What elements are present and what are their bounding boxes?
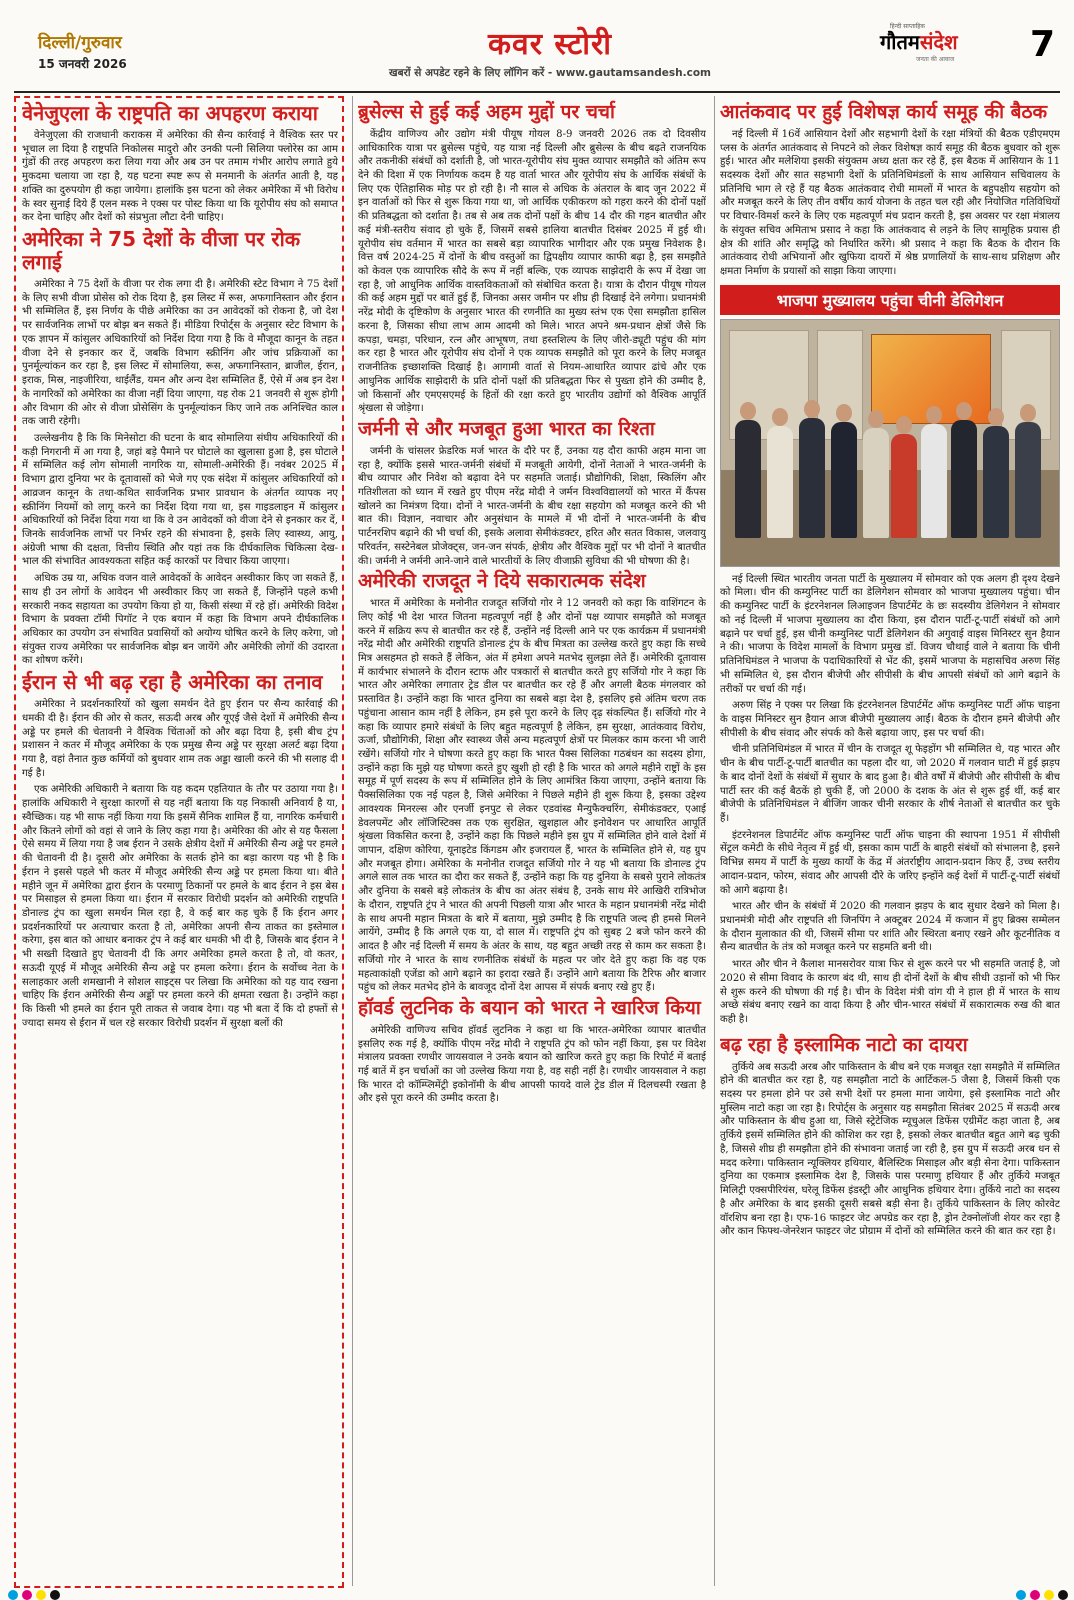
page-header: [0, 0, 1074, 92]
issue-date: 15 जनवरी 2026: [38, 57, 127, 71]
headline-brussels: ब्रुसेल्स से हुई कई अहम मुद्दों पर चर्चा: [358, 101, 615, 123]
logo-part1: गौतम: [880, 30, 920, 54]
photo-caption-title: भाजपा मुख्यालय पहुंचा चीनी डेलिगेशन: [720, 285, 1060, 315]
newspaper-logo: [880, 23, 1020, 63]
headline-venezuela: वेनेजुएला के राष्ट्रपति का अपहरण कराया: [22, 101, 318, 125]
headline-islamic-nato: बढ़ रहा है इस्लामिक नाटो का दायरा: [720, 1033, 968, 1056]
header-rule: [14, 91, 1060, 93]
article-paragraph: तुर्किये अब सऊदी अरब और पाकिस्तान के बीच बने एक मजबूत रक्षा समझौते में सम्मिलित होने की बातचीत कर रहा है, यह समझौता नाटो के आर्टिकल-5 जैसा है, जिसमें किसी एक सदस्य पर हमला होने पर उसे सभी देशों पर हमला माना जायेगा, इसे इस्लामिक नाटो और मुस्लिम नाटो कहा जा रहा है। रिपोर्ट्स के अनुसार यह समझौता सितंबर 2025 में सऊदी अरब और पाकिस्तान के बीच हुआ था, जिसे स्ट्रेटेजिक म्यूचुअल डिफेंस एग्रीमेंट कहा जाता है, अब तुर्किये इसमें सम्मिलित होने की कोशिश कर रहा है, इसको लेकर बातचीत बहुत आगे बढ़ चुकी है, जिससे शीघ्र ही समझौता होने की संभावना जताई जा रही है, इस ग्रुप में सऊदी अरब धन से मदद करेगा। पाकिस्तान न्यूक्लियर हथियार, बैलिस्टिक मिसाइल और बड़ी सेना देगा। पाकिस्तान दुनिया का एकमात्र इस्लामिक देश है, जिसके पास परमाणु हथियार हैं और तुर्किये मजबूत मिलिट्री एक्सपीरियंस, घरेलू डिफेंस इंडस्ट्री और आधुनिक हथियार देगा। तुर्किये नाटो का सदस्य है और अमेरिका के बाद इसकी दूसरी सबसे बड़ी सेना है। तुर्किये पाकिस्तान के लिए कोरवेट वॉरशिप बना रहा है। एफ-16 फाइटर जेट अपग्रेड कर रहा है, ड्रोन टेक्नोलॉजी शेयर कर रहा है और कान फिफ्थ-जेनरेशन फाइटर जेट प्रोग्राम में दोनों को सम्मिलित करने की बात कर रहा है।: [720, 1061, 1060, 1238]
website-tagline: खबरों से अपडेट रहने के लिए लॉगिन करें - www.gautamsandesh.com: [389, 67, 711, 79]
article-paragraph: अरुण सिंह ने एक्स पर लिखा कि इंटरनेशनल डिपार्टमेंट ऑफ कम्युनिस्ट पार्टी ऑफ चाइना के वाइस मिनिस्टर सुन हैयान आज बीजेपी मुख्यालय आईं। बैठक के दौरान हमने बीजेपी और सीपीसी के बीच संवाद और संपर्क को कैसे बढ़ाया जाए, इस पर चर्चा की।: [720, 700, 1060, 739]
delegation-photo: [720, 319, 1060, 567]
article-paragraph: वेनेजुएला की राजधानी कराकस में अमेरिका की सैन्य कार्रवाई ने वैश्विक स्तर पर भूचाल ला दिया है राष्ट्रपति निकोलस मादुरो और उनकी पत्नी सिलिया फ्लोरेस का आम गुंडों की तरह अपहरण करा लिया गया और अब उन पर तमाम गंभीर आरोप लगाते हुये मुकदमा चलाया जा रहा है, यह घटना स्पष्ट रूप से मनमानी के अंतर्गत आती है, यह शक्ति का दुरुपयोग ही कहा जायेगा। हालांकि इस घटना को लेकर अमेरिका में भी विरोध के स्वर सुनाई दिये हैं एलन मस्क ने एक्स पर पोस्ट किया था कि यूरोपीय संघ को समाप्त कर देना चाहिए और देशों को संप्रभुता लौटा देनी चाहिए।: [22, 130, 338, 224]
logo-small-text: हिन्दी साप्ताहिक: [890, 23, 926, 30]
print-color-marks: [0, 1588, 1074, 1600]
article-paragraph: केंद्रीय वाणिज्य और उद्योग मंत्री पीयूष गोयल 8-9 जनवरी 2026 तक दो दिवसीय आधिकारिक यात्रा पर ब्रुसेल्स पहुंचे, यह यात्रा नई दिल्ली और ब्रुसेल्स के बीच बढ़ते राजनयिक और तकनीकी संबंधों को दर्शाती है, जो भारत-यूरोपीय संघ मुक्त व्यापार समझौते को अंतिम रूप देने की दिशा में एक निर्णायक कदम है यह वार्ता भारत और यूरोपीय संघ के आर्थिक संबंधों के लिए एक ऐतिहासिक मोड़ पर हो रही है। नौ साल से अधिक के अंतराल के बाद जून 2022 में इन वार्ताओं को फिर से शुरू किया गया था, जो आर्थिक एकीकरण को गहरा करने की दोनों पक्षों की प्रतिबद्धता को दर्शाता है। तब से अब तक दोनों पक्षों के बीच 14 दौर की गहन बातचीत और कई मंत्री-स्तरीय संवाद हो चुके हैं, जिसमें सबसे हालिया बातचीत दिसंबर 2025 में हुई थी। यूरोपीय संघ वर्तमान में भारत का सबसे बड़ा व्यापारिक भागीदार और एक प्रमुख निवेशक है। वित्त वर्ष 2024-25 में दोनों के बीच वस्तुओं का द्विपक्षीय व्यापार काफी बढ़ा है, इस समझौते को केवल एक व्यापारिक सौदे के रूप में नहीं बल्कि, एक व्यापक साझेदारी के रूप में देखा जा रहा है, जो आधुनिक आर्थिक वास्तविकताओं को संबोधित करता है। यात्रा के दौरान पीयूष गोयल की कई अहम मुद्दों पर बातें हुई हैं, जिनका असर जमीन पर शीघ्र ही दिखाई देने लगेगा। प्रधानमंत्री नरेंद्र मोदी के दृष्टिकोण के अनुसार भारत की रणनीति का मुख्य स्तंभ एक ऐसा समझौता हासिल करना है, जिसका सीधा लाभ आम आदमी को मिले। भारत अपने श्रम-प्रधान क्षेत्रों जैसे कि कपड़ा, चमड़ा, परिधान, रत्न और आभूषण, तथा हस्तशिल्प के लिए जीरो-ड्यूटी पहुंच की मांग कर रहा है भारत और यूरोपीय संघ दोनों ने एक व्यापक समझौते को पूरा करने के लिए मजबूत राजनीतिक इच्छाशक्ति दिखाई है। आगामी वार्ता से नियम-आधारित व्यापार ढांचे और एक आधुनिक आर्थिक साझेदारी के प्रति दोनों पक्षों की प्रतिबद्धता फिर से पुख्ता होने की उम्मीद है, जो किसानों और एमएसएमई के हितों की रक्षा करते हुए भारतीय उद्योगों को वैश्विक आपूर्ति श्रृंखला से जोड़ेगा।: [358, 128, 706, 415]
column-separator: [714, 96, 715, 1586]
logo-tagline: जनता की आवाज: [916, 56, 955, 63]
headline-lutnick: हॉवर्ड लुटनिक के बयान को भारत ने खारिज किया: [358, 996, 701, 1019]
column-3: [720, 100, 1060, 1584]
logo-part2: संदेश: [919, 30, 958, 54]
article-paragraph: इंटरनेशनल डिपार्टमेंट ऑफ कम्युनिस्ट पार्टी ऑफ चाइना की स्थापना 1951 में सीपीसी सेंट्रल कमेटी के सीधे नेतृत्व में हुई थी, इसका काम पार्टी के बाहरी संबंधों को संभालना है, इसने विभिन्न समय में पार्टी के मुख्य कार्यों के केंद्र में अंतर्राष्ट्रीय आदान-प्रदान किए हैं, उच्च स्तरीय आदान-प्रदान, फोरम, संवाद और आपसी दौरे के जरिए इन्होंने कई देशों में पार्टी-टू-पार्टी संबंधों को आगे बढ़ाया है।: [720, 829, 1060, 896]
article-paragraph: एक अमेरिकी अधिकारी ने बताया कि यह कदम एहतियात के तौर पर उठाया गया है। हालांकि अधिकारी ने सुरक्षा कारणों से यह नहीं बताया कि यह निकासी अनिवार्य है या, स्वैच्छिक। यह भी साफ नहीं किया गया कि इसमें सैनिक शामिल हैं या, नागरिक कर्मचारी और कितने लोगों को वहां से जाने के लिए कहा गया है। अमेरिका की ओर से यह फैसला ऐसे समय में लिया गया है जब ईरान ने उसके क्षेत्रीय देशों में अमेरिकी सैन्य अड्डे पर हमले की चेतावनी दी है। दूसरी ओर अमेरिका के सतर्क होने का बड़ा कारण यह भी है कि ईरान ने इससे पहले भी कतर में मौजूद अमेरिकी सैन्य अड्डे पर हमला किया था। बीते महीने जून में अमेरिका द्वारा ईरान के परमाणु ठिकानों पर हमले के बाद ईरान ने इस बेस पर मिसाइल से हमला किया था। ईरान में सरकार विरोधी प्रदर्शन को अमेरिकी राष्ट्रपति डोनाल्ड ट्रंप का खुला समर्थन मिल रहा है, वे कई बार कह चुके हैं कि ईरान अगर प्रदर्शनकारियों पर अत्याचार करता है तो, अमेरिका अपनी सैन्य ताकत का इस्तेमाल करेगा, इस बात को आधार बनाकर ट्रंप ने कई बार धमकी भी दी है, जिसके बाद ईरान ने भी सख्ती दिखाते हुए चेतावनी दी कि अगर अमेरिका हमले करता है तो, वो कतर, सऊदी यूएई में मौजूद अमेरिकी सैन्य अड्डे पर हमला करेगा। ईरान के सर्वोच्च नेता के सलाहकार अली शमखानी ने सोशल साइट्स पर लिखा कि अमेरिका को यह याद रखना चाहिए कि ईरान अमेरिकी सैन्य अड्डों पर हमला करने की क्षमता रखता है। उन्होंने कहा कि किसी भी हमले का ईरान पूरी ताकत से जवाब देगा। यह भी बता दें कि दो हफ्तों से ज्यादा समय से ईरान में चल रहे सरकार विरोधी प्रदर्शन में सुरक्षा बलों की: [22, 784, 338, 1029]
headline-terrorism-meeting: आतंकवाद पर हुई विशेषज्ञ कार्य समूह की बैठक: [720, 101, 1048, 123]
article-paragraph: जर्मनी के चांसलर फ्रेडरिक मर्ज भारत के दौरे पर हैं, उनका यह दौरा काफी अहम माना जा रहा है, क्योंकि इससे भारत-जर्मनी संबंधों में मजबूती आयेगी, दोनों नेताओं ने भारत-जर्मनी के बीच व्यापार और निवेश को बढ़ावा देने पर सहमति जताई। प्रौद्योगिकी, शिक्षा, स्किलिंग और गतिशीलता को ध्यान में रखते हुए पीएम नरेंद्र मोदी ने जर्मन विश्वविद्यालयों को भारत में कैंपस खोलने का निमंत्रण दिया। दोनों ने भारत-जर्मनी के बीच रक्षा सहयोग को मजबूत करने की भी बात की। विज्ञान, नवाचार और अनुसंधान के मामले में भी दोनों ने भारत-जर्मनी के बीच पार्टनरशिप बढ़ाने की भी चर्चा की, इसके अलावा सेमीकंडक्टर, हरित और सतत विकास, जलवायु परिवर्तन, सस्टेनेबल प्रोजेक्ट्स, जन-जन संपर्क, क्षेत्रीय और वैश्विक मुद्दों पर भी दोनों ने बातचीत की। जर्मनी ने जर्मनी आने-जाने वाले भारतीयों के लिए वीजाफ्री सुविधा की भी घोषणा की है।: [358, 445, 706, 567]
section-title: कवर स्टोरी: [487, 27, 613, 62]
article-paragraph: भारत और चीन ने कैलाश मानसरोवर यात्रा फिर से शुरू करने पर भी सहमति जताई है, जो 2020 से सीमा विवाद के कारण बंद थी, साथ ही दोनों देशों के बीच सीधी उड़ानों को भी फिर से शुरू करने की घोषणा की गई है। चीन के विदेश मंत्री वांग यी ने हाल ही में भारत के साथ अच्छे संबंध बनाए रखने का वादा किया है और चीन-भारत संबंधों में सकारात्मक रुख की बात कही है।: [720, 959, 1060, 1026]
column-separator: [352, 96, 353, 1586]
article-paragraph: नई दिल्ली में 16वें आसियान देशों और सहभागी देशों के रक्षा मंत्रियों की बैठक एडीएमएम प्लस के अंतर्गत आतंकवाद से निपटने को लेकर विशेषज्ञ कार्य समूह की बैठक बुधवार को शुरू हुई। भारत और मलेशिया इसकी संयुक्तम अध्य क्षता कर रहे हैं, इस बैठक में आसियान के 11 सदस्यक देशों और सात सहभागी देशों के प्रतिनिधिमंडलों के साथ आसियान सचिवालय के प्रतिनिधि भाग ले रहे हैं यह बैठक आतंकवाद रोधी मामलों में भारत के बहुपक्षीय सहयोग को और मजबूत करने के लिए तीन वर्षीय कार्य योजना के तहत चल रही और नियोजित गतिविधियों पर विचार-विमर्श करने के लिए एक महत्वपूर्ण मंच प्रदान करती है, इस अवसर पर रक्षा मंत्रालय के संयुक्त सचिव अमिताभ प्रसाद ने कहा कि आतंकवाद से लड़ने के लिए सामूहिक प्रयास ही क्षेत्र की शांति और समृद्धि को निर्धारित करेंगे। श्री प्रसाद ने कहा कि बैठक के दौरान कि आतंकवाद रोधी अभियानों और खुफिया दायरों में श्रेष्ठ प्रणालियों के साथ-साथ प्रशिक्षण और क्षमता निर्माण के प्रयासों को साझा किया जाएगा।: [720, 128, 1060, 278]
article-paragraph: भारत और चीन के संबंधों में 2020 की गलवान झड़प के बाद सुधार देखने को मिला है। प्रधानमंत्री मोदी और राष्ट्रपति शी जिनपिंग ने अक्टूबर 2024 में कजान में हुए ब्रिक्स सम्मेलन के दौरान मुलाकात की थी, जिसमें सीमा पर शांति और स्थिरता बनाए रखने और कूटनीतिक व सैन्य बातचीत के तंत्र को मजबूत करने पर सहमति बनी थी।: [720, 901, 1060, 954]
headline-us-ambassador: अमेरिकी राजदूत ने दिये सकारात्मक संदेश: [358, 570, 646, 593]
column-1: [22, 100, 338, 1584]
article-paragraph: अधिक उम्र या, अधिक वजन वाले आवेदकों के आवेदन अस्वीकार किए जा सकते हैं, साथ ही उन लोगों के आवेदन भी अस्वीकार किए जा सकते हैं, जिन्होंने पहले कभी सरकारी नकद सहायता का उपयोग किया हो या, किसी संस्था में रहे हों। अमेरिकी विदेश विभाग के प्रवक्ता टॉमी पिगॉट ने एक बयान में कहा कि विभाग अपने दीर्घकालिक अधिकार का उपयोग उन संभावित प्रवासियों को अयोग्य घोषित करने के लिए करेगा, जो संयुक्त राज्य अमेरिका पर सार्वजनिक बोझ बन जायेंगे और अमेरिकी लोगों की उदारता का शोषण करेंगे।: [22, 573, 338, 667]
article-paragraph: नई दिल्ली स्थित भारतीय जनता पार्टी के मुख्यालय में सोमवार को एक अलग ही दृश्य देखने को मिला। चीन की कम्युनिस्ट पार्टी का डेलिगेशन सोमवार को भाजपा मुख्यालय पहुंचा। चीन की कम्युनिस्ट पार्टी के इंटरनेशनल लिआइजन डिपार्टमेंट के छः सदस्यीय डेलिगेशन ने सोमवार को नई दिल्ली में भाजपा मुख्यालय का दौरा किया, इस दौरान पार्टी-टू-पार्टी संबंधों को आगे बढ़ाने पर चर्चा हुई, इस चीनी कम्युनिस्ट पार्टी डेलिगेशन की अगुवाई वाइस मिनिस्टर सुन हैयान ने की। भाजपा के विदेश मामलों के विभाग प्रमुख डॉ. विजय चौथाई वाले ने बताया कि चीनी प्रतिनिधिमंडल ने भाजपा के पदाधिकारियों से भेंट की, इसमें भाजपा के महासचिव अरुण सिंह भी सम्मिलित थे, इस दौरान बीजेपी और सीपीसी के बीच आपसी संबंधों को आगे बढ़ाने के तरीकों पर चर्चा की गई।: [720, 573, 1060, 695]
article-paragraph: अमेरिका ने 75 देशों के वीजा पर रोक लगा दी है। अमेरिकी स्टेट विभाग ने 75 देशों के लिए सभी वीजा प्रोसेस को रोक दिया है, इस लिस्ट में रूस, अफगानिस्तान और ईरान भी सम्मिलित हैं, इस निर्णय के पीछे अमेरिका का उन आवेदकों को रोकना है, जो देश पर सार्वजनिक लाभों पर बोझ बन सकते हैं। मीडिया रिपोर्ट्स के अनुसार स्टेट विभाग के एक ज्ञापन में कांसुलर अधिकारियों को निर्देश दिया गया है कि वे मौजूदा कानून के तहत वीजा देने से इनकार कर दें, जबकि विभाग स्क्रीनिंग और जांच प्रक्रियाओं का पुनर्मूल्यांकन कर रहा है, इस लिस्ट में सोमालिया, रूस, अफगानिस्तान, ब्राजील, ईरान, इराक, मिस्र, नाइजीरिया, थाईलैंड, यमन और अन्य देश सम्मिलित हैं, ऐसे में अब इन देश के नागरिकों को अमेरिका का वीजा नहीं दिया जाएगा, यह रोक 21 जनवरी से शुरू होगी और विभाग की ओर से वीजा प्रोसेसिंग के पुनर्मूल्यांकन किए जाने तक अनिश्चित काल तक जारी रहेगी।: [22, 279, 338, 428]
article-paragraph: उल्लेखनीय है कि कि मिनेसोटा की घटना के बाद सोमालिया संघीय अधिकारियों की कड़ी निगरानी में आ गया है, जहां बड़े पैमाने पर घोटाले का खुलासा हुआ है, इस घोटाले में सम्मिलित कई लोग सोमाली नागरिक या, सोमाली-अमेरिकी हैं। नवंबर 2025 में विभाग द्वारा दुनिया भर के दूतावासों को भेजे गए एक संदेश में कांसुलर अधिकारियों को आव्रजन कानून के तथा-कथित सार्वजनिक प्रभार प्रावधान के अंतर्गत व्यापक नए स्क्रीनिंग नियमों को लागू करने का निर्देश दिया गया था, इस गाइडलाइन में कांसुलर अधिकारियों को निर्देश दिया गया था कि वे उन आवेदकों को वीजा देने से इनकार कर दें, जिनके सार्वजनिक लाभों पर निर्भर रहने की संभावना है, इसके लिए स्वास्थ्य, आयु, अंग्रेजी भाषा की दक्षता, वित्तीय स्थिति और यहां तक कि दीर्घकालिक चिकित्सा देख-भाल की संभावित आवश्यकता सहित कई कारकों पर विचार किया जाएगा।: [22, 432, 338, 568]
article-paragraph: अमेरिका ने प्रदर्शनकारियों को खुला समर्थन देते हुए ईरान पर सैन्य कार्रवाई की धमकी दी है। ईरान की ओर से कतर, सऊदी अरब और यूएई जैसे देशों में अमेरिकी सैन्य अड्डे पर हमले की चेतावनी ने वैश्विक चिंताओं को और बढ़ा दिया है, इसी बीच ट्रंप प्रशासन ने कतर में मौजूद अमेरिका के एक प्रमुख सैन्य अड्डे पर सुरक्षा अलर्ट बढ़ा दिया गया है, वहां तैनात कुछ कर्मियों को बुधवार शाम तक अड्डा खाली करने की भी सलाह दी गई है।: [22, 699, 338, 779]
article-paragraph: अमेरिकी वाणिज्य सचिव हॉवर्ड लुटनिक ने कहा था कि भारत-अमेरिका व्यापार बातचीत इसलिए रुक गई है, क्योंकि पीएम नरेंद्र मोदी ने राष्ट्रपति ट्रंप को फोन नहीं किया, इस पर विदेश मंत्रालय प्रवक्ता रणधीर जायसवाल ने उनके बयान को खारिज करते हुए कहा कि रिपोर्ट में बताई गई बातें में इन चर्चाओं का जो उल्लेख किया गया है, वह सही नहीं है। रणधीर जायसवाल ने कहा कि भारत दो कॉम्प्लिमेंट्री इकोनॉमी के बीच आपसी फायदे वाले ट्रेड डील में दिलचस्पी रखता है और इसे पूरा करने की उम्मीद करता है।: [358, 1024, 706, 1105]
page-number: 7: [1030, 24, 1056, 65]
headline-germany: जर्मनी से और मजबूत हुआ भारत का रिश्ता: [358, 417, 655, 440]
headline-visa-ban: अमेरिका ने 75 देशों के वीजा पर रोक लगाई: [22, 227, 301, 275]
column-2: [358, 100, 706, 1584]
headline-iran-tension: ईरान से भी बढ़ रहा है अमेरिका का तनाव: [22, 670, 323, 695]
article-paragraph: भारत में अमेरिका के मनोनीत राजदूत सर्जियो गोर ने 12 जनवरी को कहा कि वाशिंगटन के लिए कोई भी देश भारत जितना महत्वपूर्ण नहीं है और दोनों पक्ष व्यापार समझौते को मजबूत करने में सक्रिय रूप से बातचीत कर रहे हैं, उन्होंने नई दिल्ली आने पर एक कार्यक्रम में प्रधानमंत्री नरेंद्र मोदी और अमेरिकी राष्ट्रपति डोनाल्ड ट्रंप के बीच मित्रता का उल्लेख करते हुए कहा कि सच्चे मित्र असहमत हो सकते हैं लेकिन, अंत में हमेशा अपने मतभेद सुलझा लेते हैं। अमेरिकी दूतावास में कार्यभार संभालने के दौरान स्टाफ और पत्रकारों से बातचीत करते हुए सर्जियो गोर ने कहा कि भारत और अमेरिका लगातार ट्रेड डील पर बातचीत कर रहे हैं और अगली बैठक मंगलवार को प्रस्तावित है। उन्होंने कहा कि भारत दुनिया का सबसे बड़ा देश है, इसलिए इसे अंतिम चरण तक पहुंचाना आसान काम नहीं है लेकिन, हम इसे पूरा करने के लिए दृढ़ संकल्पित हैं। सर्जियो गोर ने कहा कि व्यापार हमारे संबंधों के लिए बहुत महत्वपूर्ण है लेकिन, हम सुरक्षा, आतंकवाद विरोध, ऊर्जा, प्रौद्योगिकी, शिक्षा और स्वास्थ्य जैसे अन्य महत्वपूर्ण क्षेत्रों पर मिलकर काम करना भी जारी रखेंगे। सर्जियो गोर ने घोषणा करते हुए कहा कि भारत पैक्स सिलिका गठबंधन का सदस्य होगा, उन्होंने कहा कि मुझे यह घोषणा करते हुए खुशी हो रही है कि भारत को अगले महीने राष्ट्रों के इस समूह में पूर्ण सदस्य के रूप में सम्मिलित होने के लिए आमंत्रित किया जाएगा, उन्होंने बताया कि पैक्ससिलिका एक नई पहल है, जिसे अमेरिका ने पिछले महीने ही शुरू किया है, इसका उद्देश्य आवश्यक मिनरल्स और एनर्जी इनपुट से लेकर एडवांस्ड मैन्युफैक्चरिंग, सेमीकंडक्टर, एआई डेवलपमेंट और लॉजिस्टिक्स तक एक सुरक्षित, खुशहाल और इनोवेशन पर आधारित आपूर्ति श्रृंखला विकसित करना है, उन्होंने कहा कि पिछले महीने इस ग्रुप में सम्मिलित होने वाले देशों में जापान, दक्षिण कोरिया, यूनाइटेड किंगडम और इजरायल हैं, भारत के सम्मिलित होने से, यह ग्रुप और मजबूत होगा। अमेरिका के मनोनीत राजदूत सर्जियो गोर ने यह भी बताया कि डोनाल्ड ट्रंप अगले साल तक भारत का दौरा कर सकते हैं, उन्होंने कहा कि यह दुनिया के सबसे पुराने लोकतंत्र और दुनिया के सबसे बड़े लोकतंत्र के बीच का अंतर संबंध है, उनके साथ मेरे आखिरी रात्रिभोज के दौरान, राष्ट्रपति ट्रंप ने भारत की अपनी पिछली यात्रा और भारत के महान प्रधानमंत्री नरेंद्र मोदी के साथ अपनी महान मित्रता के बारे में बताया, मुझे उम्मीद है कि राष्ट्रपति जल्द ही हमसे मिलने आयेंगे, उम्मीद है कि अगले एक या, दो साल में। राष्ट्रपति ट्रंप को सुबह 2 बजे फोन करने की आदत है और नई दिल्ली में समय के अंतर के साथ, यह बहुत अच्छी तरह से काम कर सकता है। सर्जियो गोर ने भारत के साथ रणनीतिक संबंधों के महत्व पर जोर देते हुए कहा कि वह एक महत्वाकांक्षी एजेंडा को आगे बढ़ाने का इरादा रखते हैं। उन्होंने आगे बताया कि टैरिफ और बाजार पहुंच को लेकर मतभेद होने के बावजूद दोनों देश आपस में संपर्क बनाए रखे हुए हैं।: [358, 598, 706, 994]
city-day: दिल्ली/गुरुवार: [38, 33, 122, 53]
article-paragraph: चीनी प्रतिनिधिमंडल में भारत में चीन के राजदूत शू फेइहोंग भी सम्मिलित थे, यह भारत और चीन के बीच पार्टी-टू-पार्टी बातचीत का पहला दौर था, जो 2020 में गलवान घाटी में हुई झड़प के बाद दोनों देशों के संबंधों में सुधार के बाद हुआ है। बीते वर्षों में बीजेपी और सीपीसी के बीच पार्टी स्तर की कई बैठकें हो चुकी हैं, जो 2000 के दशक के अंत से शुरू हुई थीं, कई बार बीजेपी के प्रतिनिधिमंडल ने बीजिंग जाकर चीनी सरकार के शीर्ष नेताओं से बातचीत कर चुके हैं।: [720, 744, 1060, 824]
dateline: [38, 30, 178, 72]
